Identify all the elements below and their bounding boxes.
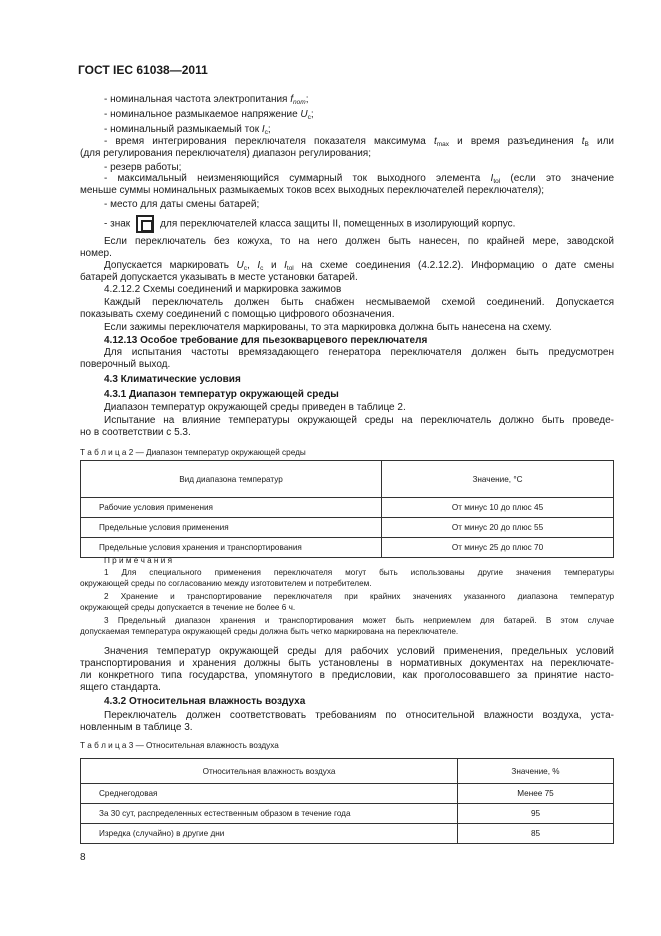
document-header: ГОСТ IEC 61038—2011 (78, 63, 208, 77)
table-3 (80, 758, 614, 844)
para-scheme-line2: показывать схему соединений с помощью цифрового обозначения. (80, 309, 395, 320)
section-4-3-1: 4.3.1 Диапазон температур окружающей среды (104, 389, 339, 400)
table-row (81, 498, 614, 518)
table2-cell: От минус 10 до плюс 45 (382, 498, 614, 518)
para-test-line1: Испытание на влияние температуры окружающей среды на переключатель должно быть проведе- (104, 415, 614, 426)
note-1-line1: 1 Для специального применения переключателя могут быть использованы другие значения температуры (104, 568, 614, 577)
para-values-line1: Значения температур окружающей среды для рабочих условий применения, предельных условий (104, 646, 614, 657)
table2-header-value: Значение, °С (382, 461, 614, 498)
para-values-line4: ящего стандарта. (80, 682, 161, 693)
para-test-line2: но в соответствии с 5.3. (80, 427, 191, 438)
table-row (81, 804, 614, 824)
page-number: 8 (80, 852, 86, 863)
list-item-battery: - место для даты смены батарей; (104, 199, 260, 210)
para-marking-line2: батарей допускается указывать в месте установки батарей. (80, 272, 358, 283)
para-humid-line2: новленным в таблице 3. (80, 722, 193, 733)
note-2-line2: окружающей среды допускается в течение не более 6 ч. (80, 603, 296, 612)
table3-header-humidity: Относительная влажность воздуха (81, 759, 458, 784)
para-marking-line1: Допускается маркировать $U_c$, $I_c$ и $I_{tol}$ на схеме соединения (4.2.12.2). Информацию о дате смены (104, 260, 615, 272)
table3-cell: 95 (458, 804, 614, 824)
para-range: Диапазон температур окружающей среды приведен в таблице 2. (104, 402, 406, 413)
table2-cell: Рабочие условия применения (81, 498, 382, 518)
list-item-sign: - знак для переключателей класса защиты II, помещенных в изолирующий корпус. (104, 215, 515, 233)
list-item-max-current: - максимальный неизменяющийся суммарный ток выходного элемента $I_{tol}$ (если это значение (104, 173, 615, 185)
notes-title: П р и м е ч а н и я (104, 556, 173, 565)
table3-cell: Среднегодовая (81, 784, 458, 804)
para-values-line3: ли конкретного типа государства, упомянутого в предисловии, как проголосовавшего за принятие насто- (80, 670, 614, 681)
double-square-icon (136, 215, 154, 233)
list-item-max-current-cont: меньше суммы номинальных размыкаемых токов всех выходных переключателей переключателя); (80, 185, 545, 196)
section-4-3: 4.3 Климатические условия (104, 374, 241, 385)
note-2-line1: 2 Хранение и транспортирование переключателя при крайних значениях указанного диапазона температур (104, 592, 614, 601)
para-terminals: Если зажимы переключателя маркированы, то эта маркировка должна быть нанесена на схему. (104, 322, 552, 333)
table-row (81, 824, 614, 844)
table2-cell: От минус 20 до плюс 55 (382, 518, 614, 538)
list-item-time-cont: (для регулирования переключателя) диапазон регулирования; (80, 148, 372, 159)
table-2 (80, 460, 614, 558)
list-item-frequency: - номинальная частота электропитания $f_{nom}$; (104, 94, 309, 106)
table3-header-value: Значение, % (458, 759, 614, 784)
list-item-voltage: - номинальное размыкаемое напряжение $U_c$; (104, 109, 314, 121)
para-piezo-line1: Для испытания частоты времязадающего генератора переключателя должен быть предусмотрен (104, 347, 614, 358)
table3-cell: Изредка (случайно) в другие дни (81, 824, 458, 844)
section-4-2-12-2: 4.2.12.2 Схемы соединений и маркировка зажимов (104, 284, 342, 295)
table3-caption: Т а б л и ц а 3 — Относительная влажность воздуха (80, 741, 279, 750)
para-no-case-line1: Если переключатель без кожуха, то на него должен быть нанесен, по крайней мере, заводской (104, 236, 614, 247)
table2-cell: Предельные условия применения (81, 518, 382, 538)
list-item-reserve: - резерв работы; (104, 162, 182, 173)
table-row (81, 518, 614, 538)
note-1-line2: окружающей среды по согласованию между изготовителем и потребителем. (80, 579, 372, 588)
table2-header-range: Вид диапазона температур (81, 461, 382, 498)
list-item-time: - время интегрирования переключателя показателя максимума $t_{max}$ и время разъединения $t_B$ или (104, 136, 614, 148)
para-humid-line1: Переключатель должен соответствовать требованиям по относительной влажности воздуха, уста- (104, 710, 614, 721)
section-4-3-2: 4.3.2 Относительная влажность воздуха (104, 696, 306, 707)
table2-cell: От минус 25 до плюс 70 (382, 538, 614, 558)
table-row (81, 784, 614, 804)
para-piezo-line2: поверочный выход. (80, 359, 171, 370)
para-values-line2: транспортирования и хранения должны быть установлены в нормативных документах на переключате- (80, 658, 614, 669)
para-scheme-line1: Каждый переключатель должен быть снабжен несмываемой схемой соединений. Допускается (104, 297, 614, 308)
table3-cell: За 30 сут, распределенных естественным образом в течение года (81, 804, 458, 824)
para-no-case-line2: номер. (80, 248, 112, 259)
section-4-12-13: 4.12.13 Особое требование для пьезокварцевого переключателя (104, 335, 428, 346)
table3-cell: 85 (458, 824, 614, 844)
note-3-line1: 3 Предельный диапазон хранения и транспортирования может быть неприемлем для батарей. В этом случае (104, 616, 614, 625)
table2-caption: Т а б л и ц а 2 — Диапазон температур окружающей среды (80, 448, 306, 457)
table3-cell: Менее 75 (458, 784, 614, 804)
list-item-current: - номинальный размыкаемый ток $I_c$; (104, 124, 271, 136)
note-3-line2: допускаемая температура окружающей среды должна быть четко маркирована на переключателе. (80, 627, 459, 636)
table2-cell: Предельные условия хранения и транспортирования (81, 538, 382, 558)
